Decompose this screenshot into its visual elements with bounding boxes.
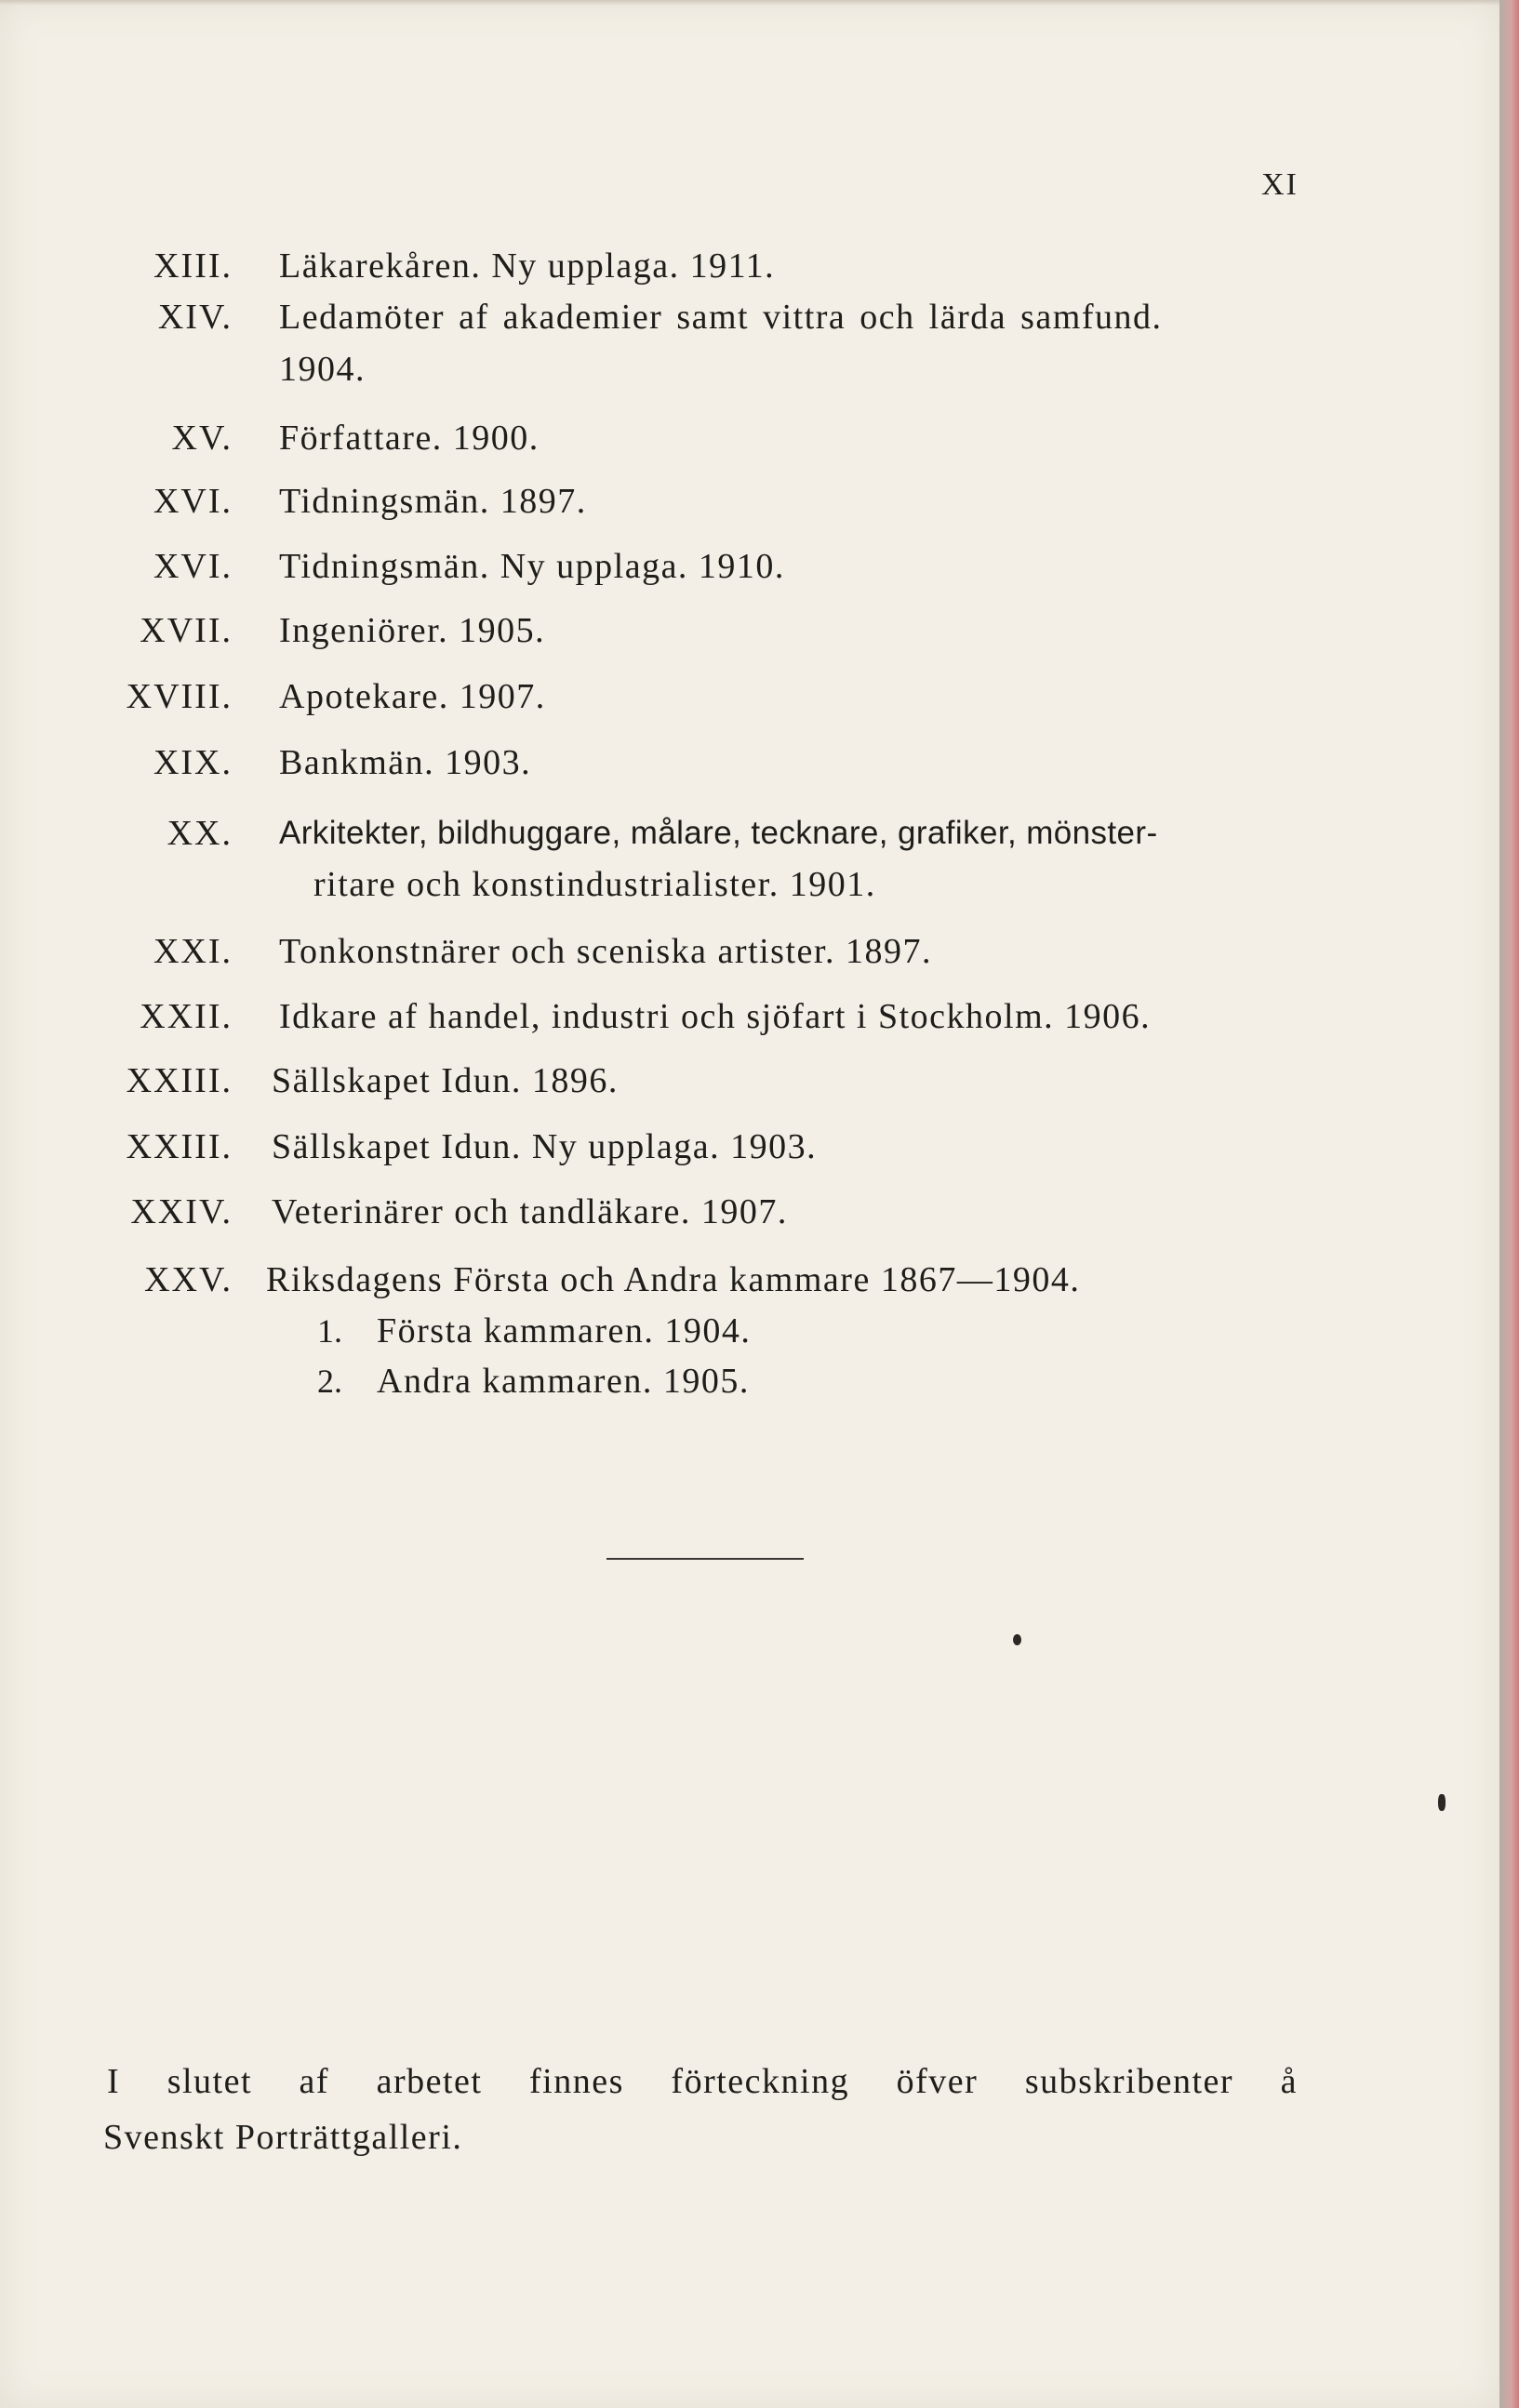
entry-text: Veterinärer och tandläkare. 1907. (272, 1192, 788, 1231)
entry-number: XIX. (153, 743, 233, 782)
footer-word: I (107, 2062, 121, 2101)
entry-text-continued: ritare och konstindustrialister. 1901. (313, 865, 876, 904)
entry-number: XVI. (153, 482, 233, 521)
entry-text-continued: 1904. (279, 350, 366, 389)
entry-number: XXII. (140, 997, 233, 1036)
entry-text: Tonkonstnärer och sceniska artister. 1897. (279, 932, 932, 971)
entry-text: Idkare af handel, industri och sjöfart i Stockholm. 1906. (279, 997, 1152, 1036)
entry-text: Bankmän. 1903. (279, 743, 532, 782)
entry-number: XXIII. (126, 1127, 233, 1166)
entry-text: Arkitekter, bildhuggare, målare, tecknare, grafiker, mönster- (279, 815, 1158, 851)
entry-number: XV. (171, 419, 233, 458)
entry-number: XIV. (157, 298, 233, 337)
ink-speck (1438, 1794, 1446, 1811)
entry-text: Tidningsmän. Ny upplaga. 1910. (279, 547, 785, 586)
entry-number: XX. (167, 814, 233, 853)
entry-number: XXI. (153, 932, 233, 971)
footer-line-2: Svenskt Porträttgalleri. (103, 2118, 463, 2157)
entry-text: Läkarekåren. Ny upplaga. 1911. (279, 246, 776, 286)
entry-text: Sällskapet Idun. 1896. (272, 1061, 619, 1100)
entry-text: Tidningsmän. 1897. (279, 482, 587, 521)
footer-word: slutet (167, 2062, 253, 2101)
top-edge (0, 0, 1499, 6)
footer-word: förteckning (671, 2062, 850, 2101)
entry-text: Riksdagens Första och Andra kammare 1867—1904. (266, 1260, 1081, 1299)
subentry-number: 2. (317, 1363, 342, 1400)
entry-text: Sällskapet Idun. Ny upplaga. 1903. (272, 1127, 818, 1166)
footer-note (103, 2054, 1298, 2165)
separator-rule (606, 1558, 804, 1560)
page-number: XI (1261, 167, 1299, 202)
entry-number: XVI. (153, 547, 233, 586)
subentry-text: Andra kammaren. 1905. (377, 1362, 750, 1401)
entry-text: Apotekare. 1907. (279, 677, 546, 716)
entry-number: XIII. (153, 246, 233, 286)
entry-text: Ingeniörer. 1905. (279, 611, 546, 650)
footer-word: finnes (529, 2062, 624, 2101)
subentry-text: Första kammaren. 1904. (377, 1311, 752, 1350)
entry-number: XVIII. (126, 677, 233, 716)
footer-line-1 (107, 2054, 1298, 2109)
entry-number: XXV. (144, 1260, 233, 1299)
footer-word: öfver (896, 2062, 979, 2101)
entry-number: XXIII. (126, 1061, 233, 1100)
footer-word: arbetet (376, 2062, 483, 2101)
entry-text: Ledamöter af akademier samt vittra och lärda samfund. (279, 298, 1163, 337)
entry-number: XVII. (140, 611, 233, 650)
footer-word: subskribenter (1024, 2062, 1234, 2101)
subentry-number: 1. (317, 1312, 342, 1350)
footer-word: af (299, 2062, 330, 2101)
entry-number: XXIV. (130, 1192, 233, 1231)
ink-speck (1013, 1634, 1021, 1645)
page-edge (1499, 0, 1519, 2408)
entry-text: Författare. 1900. (279, 419, 540, 458)
footer-word: å (1280, 2062, 1298, 2101)
